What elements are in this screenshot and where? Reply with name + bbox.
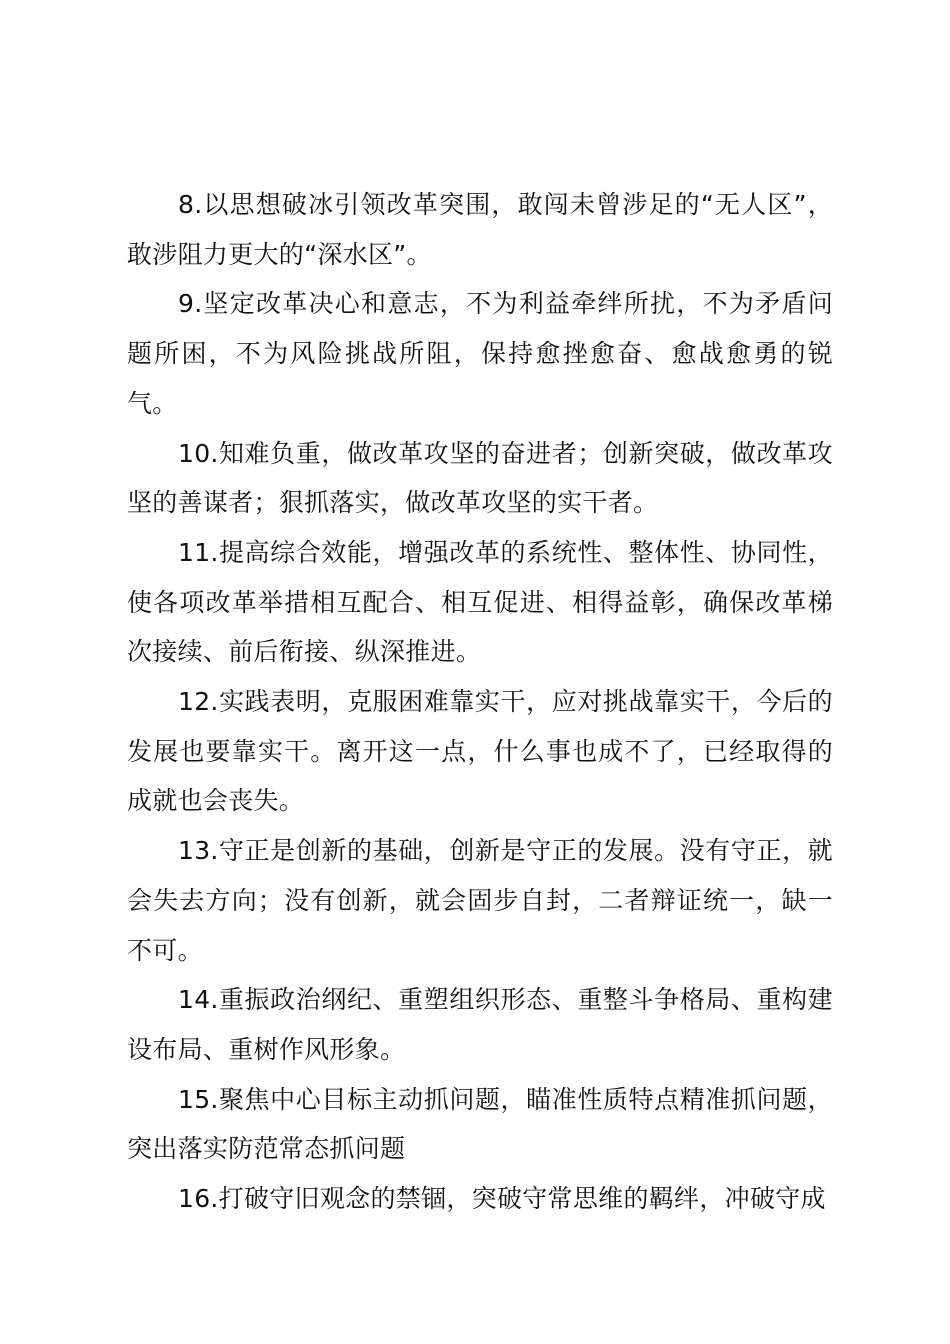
paragraph-16: 16.打破守旧观念的禁锢，突破守常思维的羁绊，冲破守成: [178, 1184, 826, 1214]
paragraph-12: 12.实践表明，克服困难靠实干，应对挑战靠实干，今后的发展也要靠实干。离开这一点，什么事也成不了，已经取得的成就也会丧失。: [127, 687, 833, 816]
paragraph-15: 15.聚焦中心目标主动抓问题，瞄准性质特点精准抓问题，突出落实防范常态抓问题: [127, 1084, 833, 1164]
paragraph-13: 13.守正是创新的基础，创新是守正的发展。没有守正，就会失去方向；没有创新，就会固步自封，二者辩证统一，缺一不可。: [127, 836, 833, 965]
paragraph-8: 8.以思想破冰引领改革突围，敢闯未曾涉足的“无人区”，敢涉阻力更大的“深水区”。: [127, 190, 833, 269]
paragraph-10: 10.知难负重，做改革攻坚的奋进者；创新突破，做改革攻坚的善谋者；狠抓落实，做改革攻坚的实干者。: [127, 438, 833, 518]
paragraph-11: 11.提高综合效能，增强改革的系统性、整体性、协同性，使各项改革举措相互配合、相互促进、相得益彰，确保改革梯次接续、前后衔接、纵深推进。: [127, 537, 833, 667]
paragraph-14: 14.重振政治纲纪、重塑组织形态、重整斗争格局、重构建设布局、重树作风形象。: [127, 985, 833, 1064]
document-body: [127, 180, 833, 1224]
paragraph-9: 9.坚定改革决心和意志，不为利益牵绊所扰，不为矛盾问题所困，不为风险挑战所阻，保持愈挫愈奋、愈战愈勇的锐气。: [127, 289, 833, 418]
